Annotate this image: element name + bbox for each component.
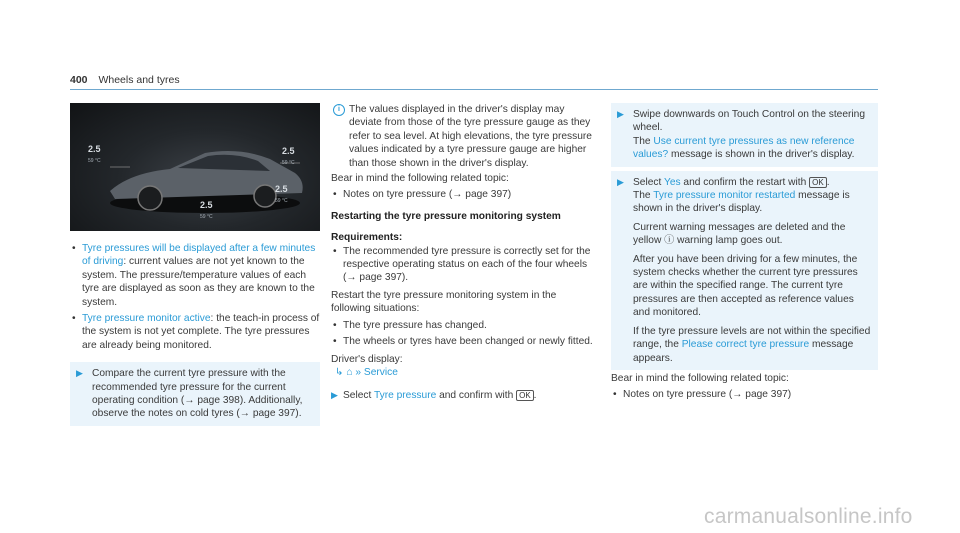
link-correct-pressure[interactable]: Please correct tyre pressure [681, 339, 810, 351]
ok-key-icon: OK [516, 390, 534, 401]
pressure-front-left: 2.5 59 °C [88, 144, 101, 165]
pressure-rear-right: 2.5 59 °C [275, 184, 288, 205]
step-arrow-icon: ▶ [617, 109, 624, 119]
related-topic-item[interactable]: • Notes on tyre pressure (→ page 397) [331, 188, 593, 201]
out-of-range-text: If the tyre pressure levels are not within the specified range, the Please correct tyre pressure message appears. [633, 325, 871, 364]
restart-text: Restart the tyre pressure monitoring system in the following situations: [331, 289, 557, 315]
link-yes[interactable]: Yes [663, 176, 681, 188]
step-compare: ▶ Compare the current tyre pressure with the recommended tyre pressure for the current operating condition (→ page 398). Additionally, observe the notes on cold tyres (→ page 397). [70, 362, 320, 426]
info-note: i The values displayed in the driver's display may deviate from those of the tyre pressure gauge as they refer to sea level. At high elevations, the tyre pressure values indicated by a tyre pressure gauge are higher than those shown in the driver's display. [331, 103, 593, 170]
related-topic-text: Bear in mind the following related topic: [331, 173, 509, 185]
info-icon: i [333, 104, 345, 116]
menu-service[interactable]: Service [363, 366, 398, 378]
pressure-front-right: 2.5 59 °C [282, 146, 295, 167]
link-use-current-pressures[interactable]: Use current tyre pressures as new reference values? [633, 135, 855, 161]
column-2 [331, 103, 593, 403]
step-arrow-icon: ▶ [617, 176, 624, 187]
warning-lamp-text: Current warning messages are deleted and the yellow ⓘ warning lamp goes out. [633, 221, 846, 247]
page-header [70, 74, 180, 87]
bullet-pressures-displayed: • Tyre pressures will be displayed after a few minutes of driving: current values are not yet known to the system. The pressure/temperature values of each tyre are displayed as soon as they are known to the system. [70, 242, 320, 309]
step-swipe: ▶ Swipe downwards on Touch Control on the steering wheel. The Use current tyre pressures as new reference values? message is shown in the driver's display. [611, 103, 878, 167]
related-topic-item[interactable]: • Notes on tyre pressure (→ page 397) [611, 388, 878, 401]
related-topic-text: Bear in mind the following related topic: [611, 372, 789, 384]
menu-path [331, 366, 593, 379]
tyre-pressure-display-image [70, 103, 320, 231]
menu-path-arrow-icon: ↳ [335, 366, 344, 378]
watermark: carmanualsonline.info [704, 505, 913, 528]
column-3 [611, 103, 878, 402]
link-monitor-restarted[interactable]: Tyre pressure monitor restarted [653, 190, 796, 202]
pressure-rear-left: 2.5 59 °C [200, 200, 213, 221]
section-heading: Restarting the tyre pressure monitoring system [331, 210, 561, 222]
drivers-display-label: Driver's display: [331, 353, 403, 365]
step-select-tyre-pressure: ▶ Select Tyre pressure and confirm with OK . [331, 390, 537, 402]
bullet-monitor-active: • Tyre pressure monitor active: the teach-in process of the system is not yet complete. The tyre pressures are already being monitored. [70, 312, 320, 352]
situation-item: • The tyre pressure has changed. [331, 319, 593, 332]
step-select-yes: ▶ Select Yes and confirm the restart with OK . The Tyre pressure monitor restarted message is shown in the driver's display. Current warning messages are deleted and the yellow ⓘ warning lamp goes out. After you have been driving for a few minutes, the system checks whether the current tyre pressures are within the specified range. The current tyre pressures are then accepted as reference values and monitored. If the tyre pressure levels are not within the specified range, the Please correct tyre pressure message appears. [611, 171, 878, 370]
link-pressures-displayed[interactable]: Tyre pressures will be displayed after a few minutes of driving [82, 243, 316, 268]
header-rule [70, 89, 878, 90]
column-1 [70, 103, 320, 426]
ok-key-icon: OK [809, 177, 827, 188]
double-chevron-icon: » [355, 366, 362, 378]
system-check-text: After you have been driving for a few minutes, the system checks whether the current tyre pressures are within the specified range. The current tyre pressures are then accepted as reference values and monitored. [633, 253, 858, 319]
situation-item: • The wheels or tyres have been changed or newly fitted. [331, 335, 593, 348]
step-arrow-icon: ▶ [76, 368, 83, 379]
link-monitor-active[interactable]: Tyre pressure monitor active [82, 313, 211, 325]
step-arrow-icon: ▶ [331, 390, 338, 401]
page-number: 400 [70, 74, 88, 86]
home-icon[interactable]: ⌂ [346, 366, 353, 378]
link-tyre-pressure[interactable]: Tyre pressure [373, 390, 437, 402]
section-title: Wheels and tyres [98, 74, 180, 86]
requirement-item: • The recommended tyre pressure is correctly set for the respective operating status on each of the four wheels (→ page 397). [331, 245, 593, 285]
requirements-label: Requirements: [331, 232, 403, 244]
